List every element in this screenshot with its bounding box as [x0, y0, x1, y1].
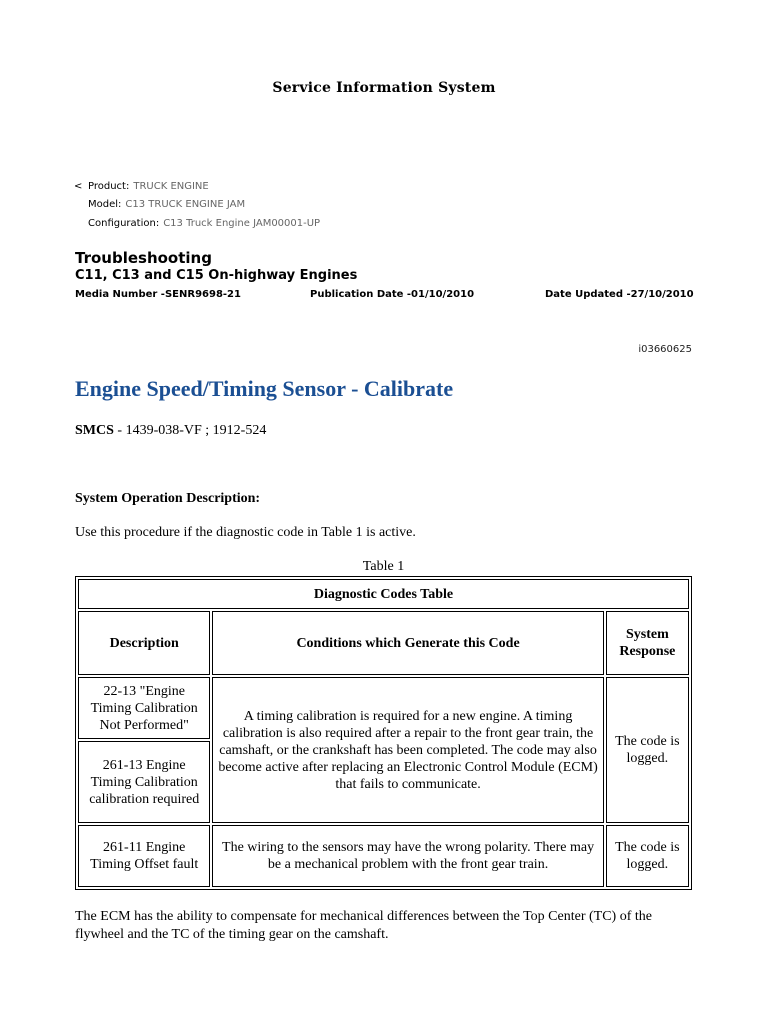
header-response-line2: Response: [619, 644, 676, 659]
media-number: Media Number -SENR9698-21: [75, 289, 241, 300]
smcs-value: - 1439-038-VF ; 1912-524: [117, 423, 267, 438]
row2-description: 261-11 Engine Timing Offset fault: [78, 825, 210, 887]
back-arrow-icon[interactable]: <: [74, 181, 83, 192]
document-id: i03660625: [638, 344, 692, 355]
diagnostic-codes-table: [75, 576, 692, 890]
row1-description-a: 22-13 "Engine Timing Calibration Not Performed": [78, 677, 210, 739]
publication-date: Publication Date -01/10/2010: [310, 289, 475, 300]
date-updated: Date Updated -27/10/2010: [545, 289, 694, 300]
header-conditions: Conditions which Generate this Code: [212, 611, 603, 675]
smcs-line: [75, 423, 266, 439]
intro-paragraph: Use this procedure if the diagnostic code in Table 1 is active.: [75, 525, 416, 540]
system-operation-heading: System Operation Description:: [75, 491, 261, 506]
model-row: [88, 199, 245, 210]
product-value: TRUCK ENGINE: [133, 181, 209, 192]
model-label: Model:: [88, 199, 122, 210]
row1-conditions: A timing calibration is required for a new engine. A timing calibration is also required after a repair to the front gear train, the camshaft, or the crankshaft has been completed. The code may also become active after replacing an Electronic Control Module (ECM) that fails to communicate.: [212, 677, 603, 823]
configuration-row: [88, 218, 320, 229]
table-row: [78, 677, 689, 739]
header-description: Description: [78, 611, 210, 675]
row1-response: The code is logged.: [606, 677, 689, 823]
configuration-value: C13 Truck Engine JAM00001-UP: [163, 218, 321, 229]
table-header-row: [78, 611, 689, 675]
closing-paragraph: The ECM has the ability to compensate for mechanical differences between the Top Center (TC) of the flywheel and the TC of the timing gear on the camshaft.: [75, 909, 652, 942]
configuration-label: Configuration:: [88, 218, 160, 229]
table-caption: Table 1: [362, 559, 405, 574]
model-value: C13 TRUCK ENGINE JAM: [125, 199, 246, 210]
document-subtitle: C11, C13 and C15 On-highway Engines: [75, 268, 358, 283]
smcs-label: SMCS: [75, 423, 114, 438]
table-title: Diagnostic Codes Table: [78, 579, 689, 609]
product-row: [88, 181, 209, 192]
table-row: [78, 825, 689, 887]
row1-description-b: 261-13 Engine Timing Calibration calibration required: [78, 741, 210, 823]
table-title-row: [78, 579, 689, 609]
header-response-line1: System: [625, 627, 669, 642]
header-system-response: [606, 611, 689, 675]
product-label: Product:: [88, 181, 130, 192]
page-heading: Engine Speed/Timing Sensor - Calibrate: [75, 376, 454, 401]
system-title: Service Information System: [272, 80, 496, 96]
section-title: Troubleshooting: [75, 249, 212, 267]
row2-conditions: The wiring to the sensors may have the wrong polarity. There may be a mechanical problem with the front gear train.: [212, 825, 603, 887]
row2-response: The code is logged.: [606, 825, 689, 887]
